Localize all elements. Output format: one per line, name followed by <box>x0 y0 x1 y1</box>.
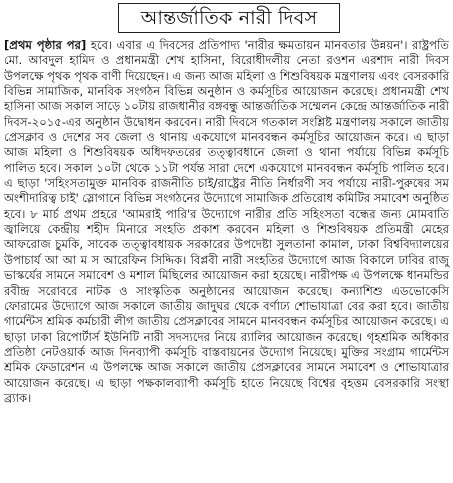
article-text: হবে। এবার এ দিবসের প্রতিপাদ্য 'নারীর ক্ষমতায়ন মানবতার উন্নয়ন'। রাষ্ট্রপতি মো. আবদুল হামিদ ও প্রধানমন্ত্রী শেখ হাসিনা, বিরোধীদলীয় নেতা রওশন এরশাদ নারী দিবস উপলক্ষে পৃথক পৃথক বাণী দিয়েছেন। এ জন্য আজ মহিলা ও শিশুবিষয়ক মন্ত্রণালয় এবং বেসরকারি বিভিন্ন সামাজিক, মানবিক সংগঠন বিভিন্ন অনুষ্ঠান ও কর্মসূচির আয়োজন করেছে। প্রধানমন্ত্রী শেখ হাসিনা আজ সকাল সাড়ে ১০টায় রাজধানীর বঙ্গবন্ধু আন্তর্জাতিক সম্মেলন কেন্দ্রে আন্তর্জাতিক নারী দিবস-২০১৫-এর অনুষ্ঠান উদ্বোধন করবেন। নারী দিবসে গতকাল সংশ্লিষ্ট মন্ত্রণালয় সকালে জাতীয় প্রেসক্লাব ও দেশের সব জেলা ও থানায় একযোগে মানববন্ধন কর্মসূচির আয়োজন করে। এ ছাড়া আজ মহিলা ও শিশুবিষয়ক অধিদফতরের তত্ত্বাবধানে জেলা ও থানা পর্যায়ে বিভিন্ন কর্মসূচি পালিত হবে। সকাল ১০টা থেকে ১১টা পর্যন্ত সারা দেশে একযোগে মানববন্ধন কর্মসূচি পালিত হবে। এ ছাড়া 'সহিংসতামুক্ত মানবিক রাজনীতি চাই/রাষ্ট্রের নীতি নির্ধারণী সব পর্যায়ে নারী-পুরুষের সম অংশীদারিত্ব চাই' স্লোগানে বিভিন্ন সংগঠনের উদ্যোগে সামাজিক প্রতিরোধ কমিটির সমাবেশ অনুষ্ঠিত হবে। ৮ মার্চ প্রথম প্রহরে 'আমরাই পারি'র উদ্যোগে নারীর প্রতি সহিংসতা বন্ধের জন্য মোমবাতি জ্বালিয়ে কেন্দ্রীয় শহীদ মিনারে সংহতি প্রকাশ করবেন মহিলা ও শিশুবিষয়ক প্রতিমন্ত্রী মেহের আফরোজ চুমকি, সাবেক তত্ত্বাবধায়ক সরকারের উপদেষ্টা সুলতানা কামাল, ঢাকা বিশ্ববিদ্যালয়ের উপাচার্য আ আ ম স আরেফিন সিদ্দিক। বিপ্লবী নারী সংহতির উদ্যোগে আজ বিকালে ঢাবির রাজু ভাস্কর্যের সামনে সমাবেশ ও মশাল মিছিলের আয়োজন করা হয়েছে। নারীপক্ষ এ উপলক্ষে ধানমন্ডির রবীন্দ্র সরোবরে নাটক ও সাংস্কৃতিক অনুষ্ঠানের আয়োজন করেছে। কন্যাশিশু এডভোকেসি ফোরামের উদ্যোগে আজ সকালে জাতীয় জাদুঘর থেকে বর্ণাঢ্য শোভাযাত্রা বের করা হবে। জাতীয় গার্মেন্টস শ্রমিক কর্মচারী লীগ জাতীয় প্রেসক্লাবের সামনে মানববন্ধন কর্মসূচির আয়োজন করেছে। এ ছাড়া ঢাকা রিপোর্টার্স ইউনিটি নারী সদস্যদের নিয়ে র‌্যালির আয়োজন করেছে। গৃহশ্রমিক অধিকার প্রতিষ্ঠা নেটওয়ার্ক আজ দিনব্যাপী কর্মসূচি বাস্তবায়নের উদ্যোগ নিয়েছে। মুক্তির সংগ্রাম গার্মেন্টস শ্রমিক ফেডারেশন এ উপলক্ষে আজ সকালে জাতীয় প্রেসক্লাবের সামনে সমাবেশ ও শোভাযাত্রার আয়োজন করেছে। এ ছাড়া পক্ষকালব্যাপী কর্মসূচি হাতে নিয়েছে বিশ্বের বৃহত্তম বেসরকারি সংস্থা ব্র্যাক। <box>4 38 449 405</box>
headline-box <box>118 3 340 33</box>
headline: আন্তর্জাতিক নারী দিবস <box>140 6 318 29</box>
article-body <box>4 38 449 406</box>
continuation-marker: [প্রথম পৃষ্ঠার পর] <box>4 38 87 52</box>
